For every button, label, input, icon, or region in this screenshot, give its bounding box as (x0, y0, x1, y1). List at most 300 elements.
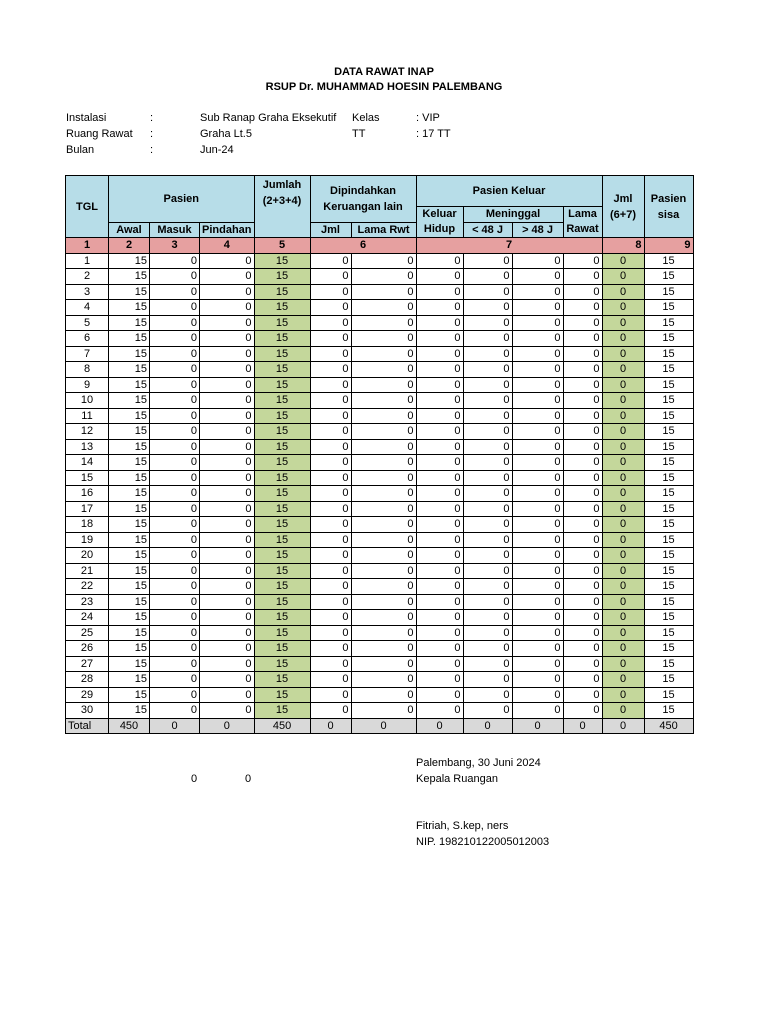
table-cell: 0 (351, 579, 416, 595)
table-cell: 0 (602, 315, 644, 331)
table-cell: 15 (644, 625, 693, 641)
table-cell: 0 (512, 594, 563, 610)
table-cell: 0 (563, 362, 602, 378)
stray-value: 0 (245, 773, 252, 785)
table-cell: 0 (463, 408, 512, 424)
table-cell: 0 (150, 408, 200, 424)
row-date-cell: 5 (66, 315, 109, 331)
table-cell: 0 (200, 439, 255, 455)
header-tgl: TGL (66, 176, 109, 238)
table-cell: 0 (512, 687, 563, 703)
table-cell: 15 (644, 269, 693, 285)
table-cell: 0 (512, 563, 563, 579)
table-cell: 0 (310, 284, 351, 300)
table-cell: 0 (563, 687, 602, 703)
table-cell: 0 (512, 455, 563, 471)
table-cell: 0 (150, 253, 200, 269)
table-cell: 0 (200, 486, 255, 502)
table-cell: 0 (563, 641, 602, 657)
table-cell: 0 (512, 424, 563, 440)
table-cell: 0 (200, 470, 255, 486)
table-cell: 0 (563, 548, 602, 564)
table-cell: 0 (602, 253, 644, 269)
table-cell: 0 (200, 424, 255, 440)
table-cell: 0 (563, 284, 602, 300)
table-cell: 15 (254, 517, 310, 533)
total-cell: 0 (351, 718, 416, 734)
row-date-cell: 27 (66, 656, 109, 672)
header-dipindahkan-label: Dipindahkan (330, 184, 397, 197)
table-cell: 0 (602, 672, 644, 688)
table-cell: 0 (416, 486, 463, 502)
table-cell: 0 (150, 672, 200, 688)
row-date-cell: 22 (66, 579, 109, 595)
table-cell: 0 (416, 501, 463, 517)
table-cell: 0 (416, 687, 463, 703)
table-cell: 0 (463, 594, 512, 610)
table-cell: 0 (416, 672, 463, 688)
table-cell: 15 (109, 253, 150, 269)
table-row (66, 377, 694, 393)
table-cell: 0 (310, 331, 351, 347)
table-cell: 0 (150, 269, 200, 285)
table-row (66, 269, 694, 285)
table-cell: 0 (563, 563, 602, 579)
total-cell: 0 (512, 718, 563, 734)
table-row (66, 641, 694, 657)
table-cell: 15 (644, 408, 693, 424)
table-row (66, 284, 694, 300)
table-cell: 0 (200, 548, 255, 564)
table-cell: 0 (563, 300, 602, 316)
row-date-cell: 24 (66, 610, 109, 626)
header-pasien-sisa (644, 176, 693, 238)
table-cell: 0 (563, 455, 602, 471)
table-cell: 0 (416, 579, 463, 595)
table-cell: 15 (109, 703, 150, 719)
table-cell: 15 (109, 269, 150, 285)
table-cell: 0 (463, 253, 512, 269)
table-cell: 0 (463, 377, 512, 393)
table-cell: 0 (463, 579, 512, 595)
table-cell: 0 (416, 455, 463, 471)
table-cell: 0 (416, 253, 463, 269)
table-row (66, 455, 694, 471)
total-cell: 450 (109, 718, 150, 734)
table-cell: 0 (351, 300, 416, 316)
table-cell: 0 (150, 424, 200, 440)
table-cell: 15 (644, 393, 693, 409)
row-date-cell: 8 (66, 362, 109, 378)
table-cell: 0 (463, 269, 512, 285)
row-date-cell: 14 (66, 455, 109, 471)
table-cell: 15 (109, 470, 150, 486)
table-cell: 0 (351, 501, 416, 517)
total-cell: 0 (602, 718, 644, 734)
table-cell: 0 (463, 284, 512, 300)
header-pindahan: Pindahan (200, 222, 255, 238)
table-cell: 0 (200, 377, 255, 393)
table-cell: 15 (109, 517, 150, 533)
table-cell: 0 (602, 656, 644, 672)
table-cell: 0 (310, 501, 351, 517)
table-cell: 0 (351, 424, 416, 440)
header-jml67-formula: (6+7) (610, 208, 637, 221)
table-cell: 15 (254, 439, 310, 455)
table-cell: 0 (150, 656, 200, 672)
table-cell: 0 (310, 532, 351, 548)
header-keluar-label: Keluar (422, 208, 457, 220)
table-cell: 0 (200, 315, 255, 331)
table-cell: 15 (644, 362, 693, 378)
table-cell: 0 (351, 269, 416, 285)
table-row (66, 424, 694, 440)
table-cell: 0 (563, 253, 602, 269)
table-cell: 15 (644, 687, 693, 703)
table-cell: 0 (463, 300, 512, 316)
table-cell: 0 (416, 377, 463, 393)
total-cell: 0 (416, 718, 463, 734)
header-hidup-label: Hidup (423, 223, 456, 235)
table-cell: 0 (602, 501, 644, 517)
header-pasien: Pasien (109, 176, 255, 223)
table-cell: 0 (563, 424, 602, 440)
table-cell: 15 (254, 501, 310, 517)
table-row (66, 703, 694, 719)
table-cell: 0 (512, 269, 563, 285)
row-date-cell: 2 (66, 269, 109, 285)
table-cell: 0 (150, 470, 200, 486)
table-row (66, 625, 694, 641)
table-cell: 15 (644, 439, 693, 455)
bulan-colon: : (150, 144, 154, 156)
table-cell: 0 (563, 501, 602, 517)
table-cell: 0 (200, 610, 255, 626)
row-date-cell: 23 (66, 594, 109, 610)
table-cell: 15 (644, 424, 693, 440)
table-cell: 15 (644, 331, 693, 347)
table-cell: 0 (416, 563, 463, 579)
table-cell: 0 (463, 610, 512, 626)
table-cell: 15 (109, 284, 150, 300)
table-cell: 0 (150, 625, 200, 641)
col-number-5: 5 (254, 238, 310, 254)
table-cell: 0 (310, 672, 351, 688)
table-cell: 15 (109, 408, 150, 424)
table-cell: 15 (254, 408, 310, 424)
table-cell: 0 (351, 517, 416, 533)
table-cell: 0 (150, 439, 200, 455)
table-cell: 15 (254, 548, 310, 564)
instalasi-value: Sub Ranap Graha Eksekutif (200, 112, 337, 124)
row-date-cell: 15 (66, 470, 109, 486)
table-cell: 0 (563, 315, 602, 331)
table-cell: 0 (150, 563, 200, 579)
table-cell: 0 (463, 315, 512, 331)
table-cell: 0 (200, 641, 255, 657)
table-cell: 15 (644, 501, 693, 517)
table-cell: 0 (602, 362, 644, 378)
table-cell: 0 (512, 346, 563, 362)
table-cell: 0 (512, 641, 563, 657)
row-date-cell: 19 (66, 532, 109, 548)
table-row (66, 300, 694, 316)
row-date-cell: 17 (66, 501, 109, 517)
document-title: DATA RAWAT INAP (334, 66, 434, 78)
table-cell: 0 (351, 455, 416, 471)
col-number-8: 8 (602, 238, 644, 254)
table-cell: 0 (463, 362, 512, 378)
table-cell: 0 (416, 439, 463, 455)
table-cell: 0 (416, 284, 463, 300)
table-cell: 0 (463, 439, 512, 455)
table-cell: 15 (644, 346, 693, 362)
table-cell: 0 (150, 703, 200, 719)
table-cell: 15 (254, 455, 310, 471)
data-table (65, 175, 694, 734)
table-cell: 0 (563, 439, 602, 455)
table-cell: 0 (463, 424, 512, 440)
table-cell: 0 (310, 486, 351, 502)
table-cell: 15 (109, 672, 150, 688)
table-cell: 0 (512, 253, 563, 269)
signature-role: Kepala Ruangan (416, 773, 498, 785)
header-lama-rawat (563, 207, 602, 238)
table-cell: 0 (602, 377, 644, 393)
table-cell: 0 (602, 641, 644, 657)
total-cell: 0 (310, 718, 351, 734)
table-row (66, 594, 694, 610)
table-cell: 0 (563, 393, 602, 409)
table-cell: 0 (351, 470, 416, 486)
table-cell: 0 (150, 501, 200, 517)
total-cell: 0 (200, 718, 255, 734)
table-cell: 0 (563, 517, 602, 533)
total-row (66, 718, 694, 734)
table-row (66, 470, 694, 486)
table-cell: 0 (310, 703, 351, 719)
table-cell: 0 (310, 424, 351, 440)
instalasi-label: Instalasi (66, 112, 107, 124)
table-cell: 15 (254, 331, 310, 347)
table-cell: 0 (602, 610, 644, 626)
ruang-value: Graha Lt.5 (200, 128, 252, 140)
table-cell: 0 (602, 486, 644, 502)
header-pasien-sisa-label: Pasien (650, 192, 687, 205)
table-cell: 0 (416, 300, 463, 316)
table-cell: 0 (602, 579, 644, 595)
table-cell: 0 (200, 269, 255, 285)
header-rawat-label: Rawat (566, 223, 599, 235)
table-cell: 0 (563, 625, 602, 641)
table-cell: 0 (150, 517, 200, 533)
table-cell: 0 (416, 517, 463, 533)
table-cell: 0 (563, 408, 602, 424)
table-row (66, 687, 694, 703)
table-cell: 15 (644, 470, 693, 486)
table-cell: 0 (310, 687, 351, 703)
table-cell: 0 (416, 625, 463, 641)
stray-value: 0 (191, 773, 198, 785)
table-cell: 0 (351, 672, 416, 688)
row-date-cell: 20 (66, 548, 109, 564)
table-cell: 0 (602, 331, 644, 347)
table-cell: 0 (602, 408, 644, 424)
table-cell: 0 (512, 486, 563, 502)
hospital-name: RSUP Dr. MUHAMMAD HOESIN PALEMBANG (265, 81, 503, 93)
table-cell: 0 (602, 625, 644, 641)
table-cell: 0 (563, 470, 602, 486)
table-cell: 0 (351, 625, 416, 641)
table-cell: 0 (416, 393, 463, 409)
table-cell: 15 (254, 563, 310, 579)
table-cell: 0 (310, 393, 351, 409)
table-cell: 15 (644, 284, 693, 300)
table-cell: 15 (109, 548, 150, 564)
col-number-9: 9 (644, 238, 693, 254)
table-cell: 0 (512, 393, 563, 409)
table-cell: 0 (150, 377, 200, 393)
table-cell: 15 (254, 470, 310, 486)
table-cell: 0 (351, 362, 416, 378)
table-cell: 15 (109, 641, 150, 657)
table-cell: 0 (602, 424, 644, 440)
total-cell: 0 (463, 718, 512, 734)
table-cell: 15 (254, 424, 310, 440)
table-cell: 0 (150, 532, 200, 548)
table-cell: 0 (512, 377, 563, 393)
table-cell: 0 (200, 253, 255, 269)
table-cell: 0 (463, 672, 512, 688)
table-cell: 0 (602, 594, 644, 610)
table-cell: 0 (310, 300, 351, 316)
table-cell: 0 (200, 393, 255, 409)
table-cell: 0 (351, 703, 416, 719)
table-cell: 15 (644, 486, 693, 502)
table-cell: 15 (254, 610, 310, 626)
table-cell: 0 (512, 408, 563, 424)
table-cell: 0 (200, 284, 255, 300)
table-cell: 15 (644, 563, 693, 579)
table-cell: 0 (563, 346, 602, 362)
header-jumlah-formula: (2+3+4) (262, 195, 302, 207)
table-cell: 0 (150, 610, 200, 626)
table-cell: 0 (512, 439, 563, 455)
table-cell: 15 (254, 253, 310, 269)
row-date-cell: 30 (66, 703, 109, 719)
table-cell: 15 (254, 532, 310, 548)
table-cell: 15 (644, 548, 693, 564)
table-cell: 0 (416, 269, 463, 285)
table-cell: 0 (200, 563, 255, 579)
table-cell: 0 (150, 687, 200, 703)
col-number-6: 6 (310, 238, 416, 254)
table-cell: 0 (602, 284, 644, 300)
table-cell: 15 (109, 501, 150, 517)
table-cell: 15 (644, 656, 693, 672)
table-cell: 0 (200, 579, 255, 595)
row-date-cell: 3 (66, 284, 109, 300)
table-cell: 0 (602, 563, 644, 579)
table-cell: 0 (150, 594, 200, 610)
table-row (66, 579, 694, 595)
bulan-value: Jun-24 (200, 144, 234, 156)
table-cell: 15 (254, 594, 310, 610)
table-cell: 0 (463, 346, 512, 362)
table-cell: 15 (109, 393, 150, 409)
table-cell: 0 (512, 501, 563, 517)
table-cell: 0 (463, 687, 512, 703)
table-cell: 0 (512, 300, 563, 316)
table-cell: 0 (310, 253, 351, 269)
table-cell: 0 (310, 470, 351, 486)
row-date-cell: 29 (66, 687, 109, 703)
table-cell: 0 (463, 641, 512, 657)
table-cell: 15 (254, 625, 310, 641)
table-cell: 0 (416, 548, 463, 564)
table-cell: 15 (254, 393, 310, 409)
table-cell: 0 (150, 393, 200, 409)
table-cell: 0 (310, 346, 351, 362)
header-jumlah (254, 176, 310, 238)
table-cell: 0 (310, 269, 351, 285)
table-cell: 0 (563, 331, 602, 347)
table-row (66, 610, 694, 626)
table-cell: 0 (200, 656, 255, 672)
table-cell: 0 (200, 501, 255, 517)
table-cell: 15 (644, 517, 693, 533)
table-cell: 0 (150, 300, 200, 316)
kelas-label: Kelas (352, 112, 380, 124)
table-cell: 0 (512, 331, 563, 347)
table-cell: 15 (254, 377, 310, 393)
table-cell: 15 (644, 300, 693, 316)
table-cell: 0 (416, 532, 463, 548)
table-cell: 0 (310, 439, 351, 455)
table-row (66, 253, 694, 269)
table-cell: 0 (150, 455, 200, 471)
table-cell: 0 (602, 703, 644, 719)
table-cell: 15 (254, 641, 310, 657)
table-body (66, 253, 694, 718)
row-date-cell: 16 (66, 486, 109, 502)
table-cell: 0 (351, 346, 416, 362)
table-cell: 0 (463, 331, 512, 347)
table-cell: 0 (563, 532, 602, 548)
table-cell: 15 (254, 672, 310, 688)
table-cell: 0 (351, 594, 416, 610)
table-cell: 0 (602, 517, 644, 533)
table-cell: 15 (254, 486, 310, 502)
table-cell: 0 (150, 331, 200, 347)
table-cell: 0 (351, 610, 416, 626)
table-cell: 0 (200, 532, 255, 548)
table-cell: 0 (200, 687, 255, 703)
table-cell: 15 (109, 439, 150, 455)
table-cell: 0 (351, 439, 416, 455)
table-cell: 15 (109, 656, 150, 672)
row-date-cell: 13 (66, 439, 109, 455)
kelas-value: : VIP (416, 112, 440, 124)
header-keruangan-label: Keruangan lain (323, 200, 403, 213)
table-cell: 0 (602, 269, 644, 285)
table-cell: 0 (200, 625, 255, 641)
table-cell: 0 (563, 672, 602, 688)
row-date-cell: 25 (66, 625, 109, 641)
table-cell: 0 (310, 517, 351, 533)
table-cell: 15 (644, 594, 693, 610)
table-cell: 15 (254, 687, 310, 703)
